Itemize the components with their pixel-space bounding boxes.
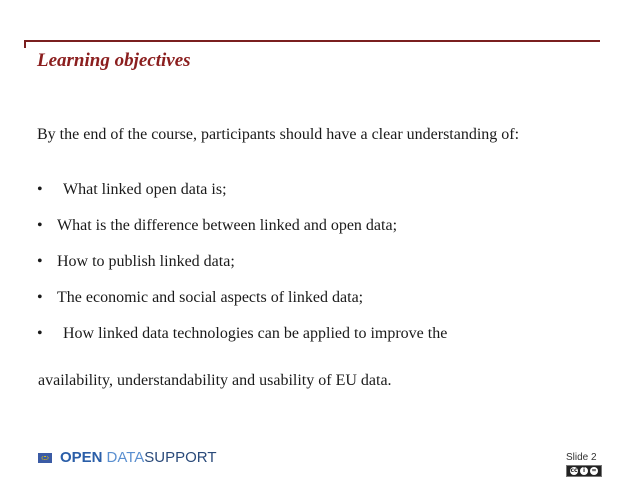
logo-data-text: DATA (106, 449, 145, 466)
bullet-marker: • (37, 181, 43, 198)
logo-open-text: OPEN (60, 449, 103, 466)
objectives-list (37, 181, 447, 343)
open-data-support-logo (38, 449, 217, 466)
list-item (37, 325, 447, 343)
creative-commons-icon: cc i = (566, 465, 602, 477)
slide-title: Learning objectives (37, 50, 191, 71)
list-item-text: How linked data technologies can be applied to improve the (63, 325, 448, 342)
bullet-marker: • (37, 253, 43, 270)
title-rule (25, 40, 600, 42)
list-item-text: The economic and social aspects of linked data; (57, 289, 364, 306)
list-item-text: How to publish linked data; (57, 253, 235, 270)
list-item (37, 217, 447, 235)
bullet-marker: • (37, 217, 43, 234)
list-item-text: What linked open data is; (63, 181, 227, 198)
bullet-marker: • (37, 325, 43, 342)
list-item (37, 253, 447, 271)
logo-support-text: SUPPORT (144, 449, 217, 466)
list-item (37, 289, 447, 307)
eu-flag-icon (38, 453, 52, 463)
intro-text: By the end of the course, participants should have a clear understanding of: (37, 126, 520, 143)
list-item-continuation: availability, understandability and usability of EU data. (38, 372, 392, 389)
bullet-marker: • (37, 289, 43, 306)
list-item (37, 181, 447, 199)
list-item-text: What is the difference between linked and open data; (57, 217, 398, 234)
slide-number: Slide 2 (566, 452, 597, 463)
